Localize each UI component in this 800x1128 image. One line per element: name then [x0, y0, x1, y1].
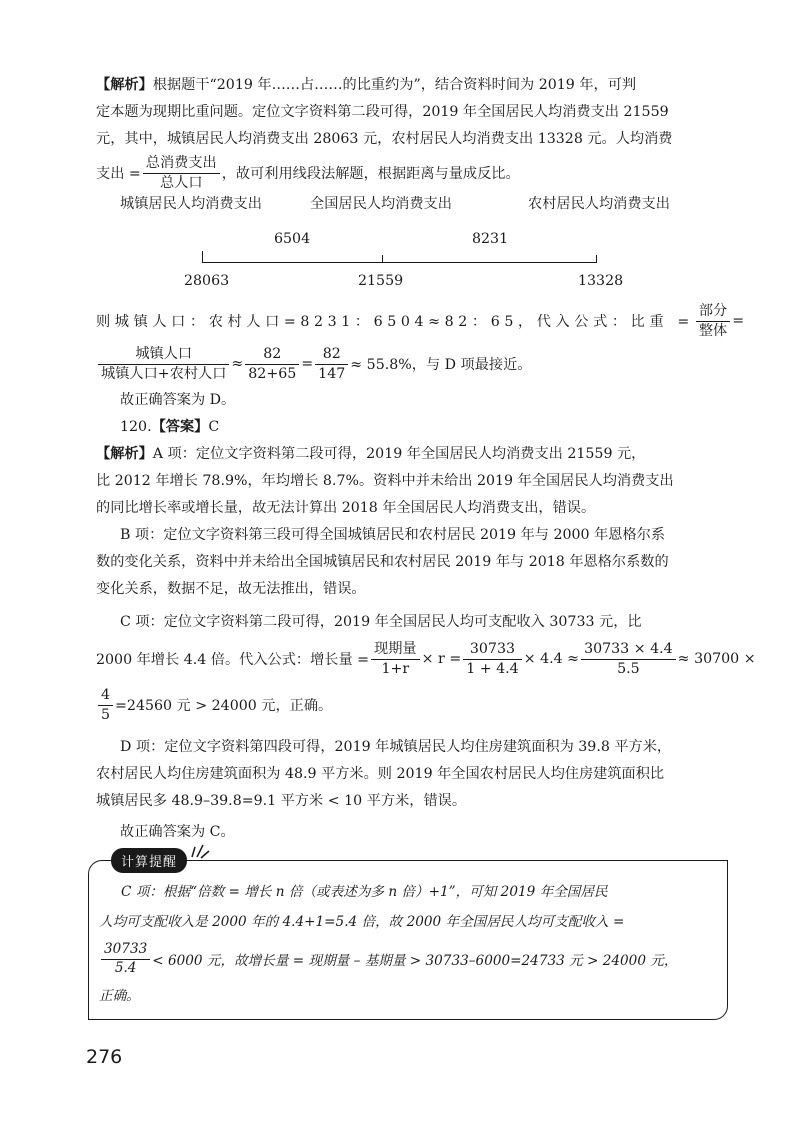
conclusion: 故正确答案为 C。 [120, 824, 235, 840]
ratio-line [96, 301, 745, 341]
fraction-denominator: 1 + 4.4 [466, 660, 519, 677]
fraction-numerator: 4 [98, 687, 113, 705]
text: 支出 = [96, 166, 141, 182]
analysis-paragraph-line: 的同比增长率或增长量，故无法计算出 2018 年全国居民人均消费支出，错误。 [96, 500, 596, 516]
text: 2000 年增长 4.4 倍。代入公式：增长量 = [96, 652, 370, 668]
label-national: 全国居民人均消费支出 [310, 196, 452, 212]
analysis-paragraph-line: D 项：定位文字资料第四段可得，2019 年城镇居民人均住房建筑面积为 39.8 平方米， [120, 739, 672, 755]
analysis-paragraph-line: 元，其中，城镇居民人均消费支出 28063 元，农村居民人均消费支出 13328 元。人均消费 [96, 131, 673, 147]
fraction-numerator: 82 [315, 346, 348, 364]
question-number: 120. [120, 419, 152, 435]
fraction-numerator: 82 [245, 346, 299, 364]
calculation-tip-box [88, 855, 728, 1020]
tip-line: 正确。 [99, 988, 140, 1004]
text: A 项：定位文字资料第二段可得，2019 年全国居民人均消费支出 21559 元， [152, 446, 646, 462]
label-rural: 农村居民人均消费支出 [528, 196, 670, 212]
fraction-numerator: 城镇人口 [98, 346, 229, 364]
fraction-denominator: 147 [318, 365, 346, 382]
fraction-numerator: 30733 [463, 641, 522, 659]
fraction-denominator: 总人口 [159, 174, 203, 191]
tick-left [202, 251, 203, 263]
text: 根据题干“2019 年……占……的比重约为”，结合资料时间为 2019 年，可判 [152, 77, 637, 93]
formula-line [96, 341, 718, 387]
fraction [696, 303, 730, 339]
fraction-numerator: 总消费支出 [143, 155, 220, 173]
text: × r = [421, 651, 462, 667]
fraction [581, 641, 676, 677]
value-urban: 28063 [184, 273, 230, 289]
fraction-denominator: 1+r [381, 660, 410, 677]
formula-line [96, 153, 718, 193]
text: = [732, 313, 745, 329]
analysis-paragraph-line: 变化关系，数据不足，故无法推出，错误。 [96, 581, 366, 597]
fraction [315, 346, 348, 382]
conclusion: 故正确答案为 D。 [120, 392, 236, 408]
answer-value: C [208, 419, 220, 435]
formula-line [96, 636, 756, 682]
diff-left: 6504 [274, 231, 311, 247]
fraction-denominator: 5 [101, 706, 111, 723]
analysis-paragraph-line: 农村居民人均住房建筑面积为 48.9 平方米。则 2019 年全国农村居民人均住房建筑面积比 [96, 766, 665, 782]
tip-body [99, 877, 719, 1011]
fraction-denominator: 整体 [698, 322, 728, 339]
analysis-paragraph-line: B 项：定位文字资料第三段可得全国城镇居民和农村居民 2019 年与 2000 年恩格尔系 [120, 527, 666, 543]
analysis-paragraph-line: 数的变化关系，资料中并未给出全国城镇居民和农村居民 2019 年与 2018 年恩格尔系数的 [96, 554, 669, 570]
segment-diagram [96, 193, 718, 293]
fraction [98, 346, 229, 382]
analysis-paragraph-line: 比 2012 年增长 78.9%，年均增长 8.7%。资料中并未给出 2019 年全国居民人均消费支出 [96, 473, 674, 489]
fraction [371, 641, 420, 677]
fraction [245, 346, 299, 382]
fraction-denominator: 城镇人口+农村人口 [101, 365, 227, 382]
formula-line [96, 682, 718, 728]
fraction-numerator: 现期量 [371, 641, 420, 659]
analysis-paragraph-line [96, 441, 718, 468]
fraction [101, 942, 150, 976]
fraction [98, 687, 113, 723]
text: ，故可利用线段法解题，根据距离与量成反比。 [221, 166, 520, 182]
analysis-paragraph-line: C 项：定位文字资料第二段可得，2019 年全国居民人均可支配收入 30733 元，比 [120, 614, 642, 630]
tip-title: 计算提醒 [111, 848, 187, 873]
text: 则城镇人口：农村人口=8231：6504≈82：65，代入公式：比重 = [96, 314, 694, 330]
fraction-denominator: 82+65 [248, 365, 297, 382]
fraction [463, 641, 522, 677]
analysis-tag: 【解析】 [96, 446, 153, 462]
text: = [301, 356, 314, 372]
segment-line [202, 262, 596, 263]
fraction [143, 155, 220, 191]
text: ≈ 30700 × [677, 651, 756, 667]
page-content [96, 72, 756, 846]
analysis-tag: 【解析】 [96, 77, 153, 93]
text: × 4.4 ≈ [523, 651, 580, 667]
tip-line: C 项：根据“倍数 = 增长 n 倍（或表述为多 n 倍）+1”，可知 2019 年全国居民 [121, 884, 608, 900]
fraction-denominator: 5.5 [617, 660, 640, 677]
question-answer [96, 414, 718, 441]
diff-right: 8231 [472, 231, 509, 247]
value-rural: 13328 [578, 273, 624, 289]
analysis-paragraph-line [96, 72, 718, 99]
sparkle-icon [189, 839, 211, 859]
text: < 6000 元，故增长量 = 现期量 – 基期量 > 30733–6000=24733 元 > 24000 元， [152, 953, 678, 969]
tip-formula-line [99, 937, 719, 981]
value-national: 21559 [358, 273, 404, 289]
text: ≈ 55.8%，与 D 项最接近。 [350, 357, 532, 373]
tick-right [596, 255, 597, 263]
label-urban: 城镇居民人均消费支出 [120, 196, 262, 212]
answer-tag: 【答案】 [151, 419, 209, 435]
fraction-numerator: 30733 [101, 942, 150, 960]
text: =24560 元 > 24000 元，正确。 [115, 698, 333, 714]
analysis-paragraph-line: 城镇居民多 48.9–39.8=9.1 平方米 < 10 平方米，错误。 [96, 793, 467, 809]
page-number: 276 [86, 1046, 123, 1068]
fraction-denominator: 5.4 [114, 959, 137, 976]
analysis-paragraph-line: 定本题为现期比重问题。定位文字资料第二段可得，2019 年全国居民人均消费支出 21559 [96, 104, 669, 120]
fraction-numerator: 30733 × 4.4 [581, 641, 676, 659]
tick-middle [382, 255, 383, 263]
fraction-numerator: 部分 [696, 303, 730, 321]
tip-line: 人均可支配收入是 2000 年的 4.4+1=5.4 倍，故 2000 年全国居民人均可支配收入 = [99, 914, 625, 930]
text: ≈ [231, 356, 244, 372]
